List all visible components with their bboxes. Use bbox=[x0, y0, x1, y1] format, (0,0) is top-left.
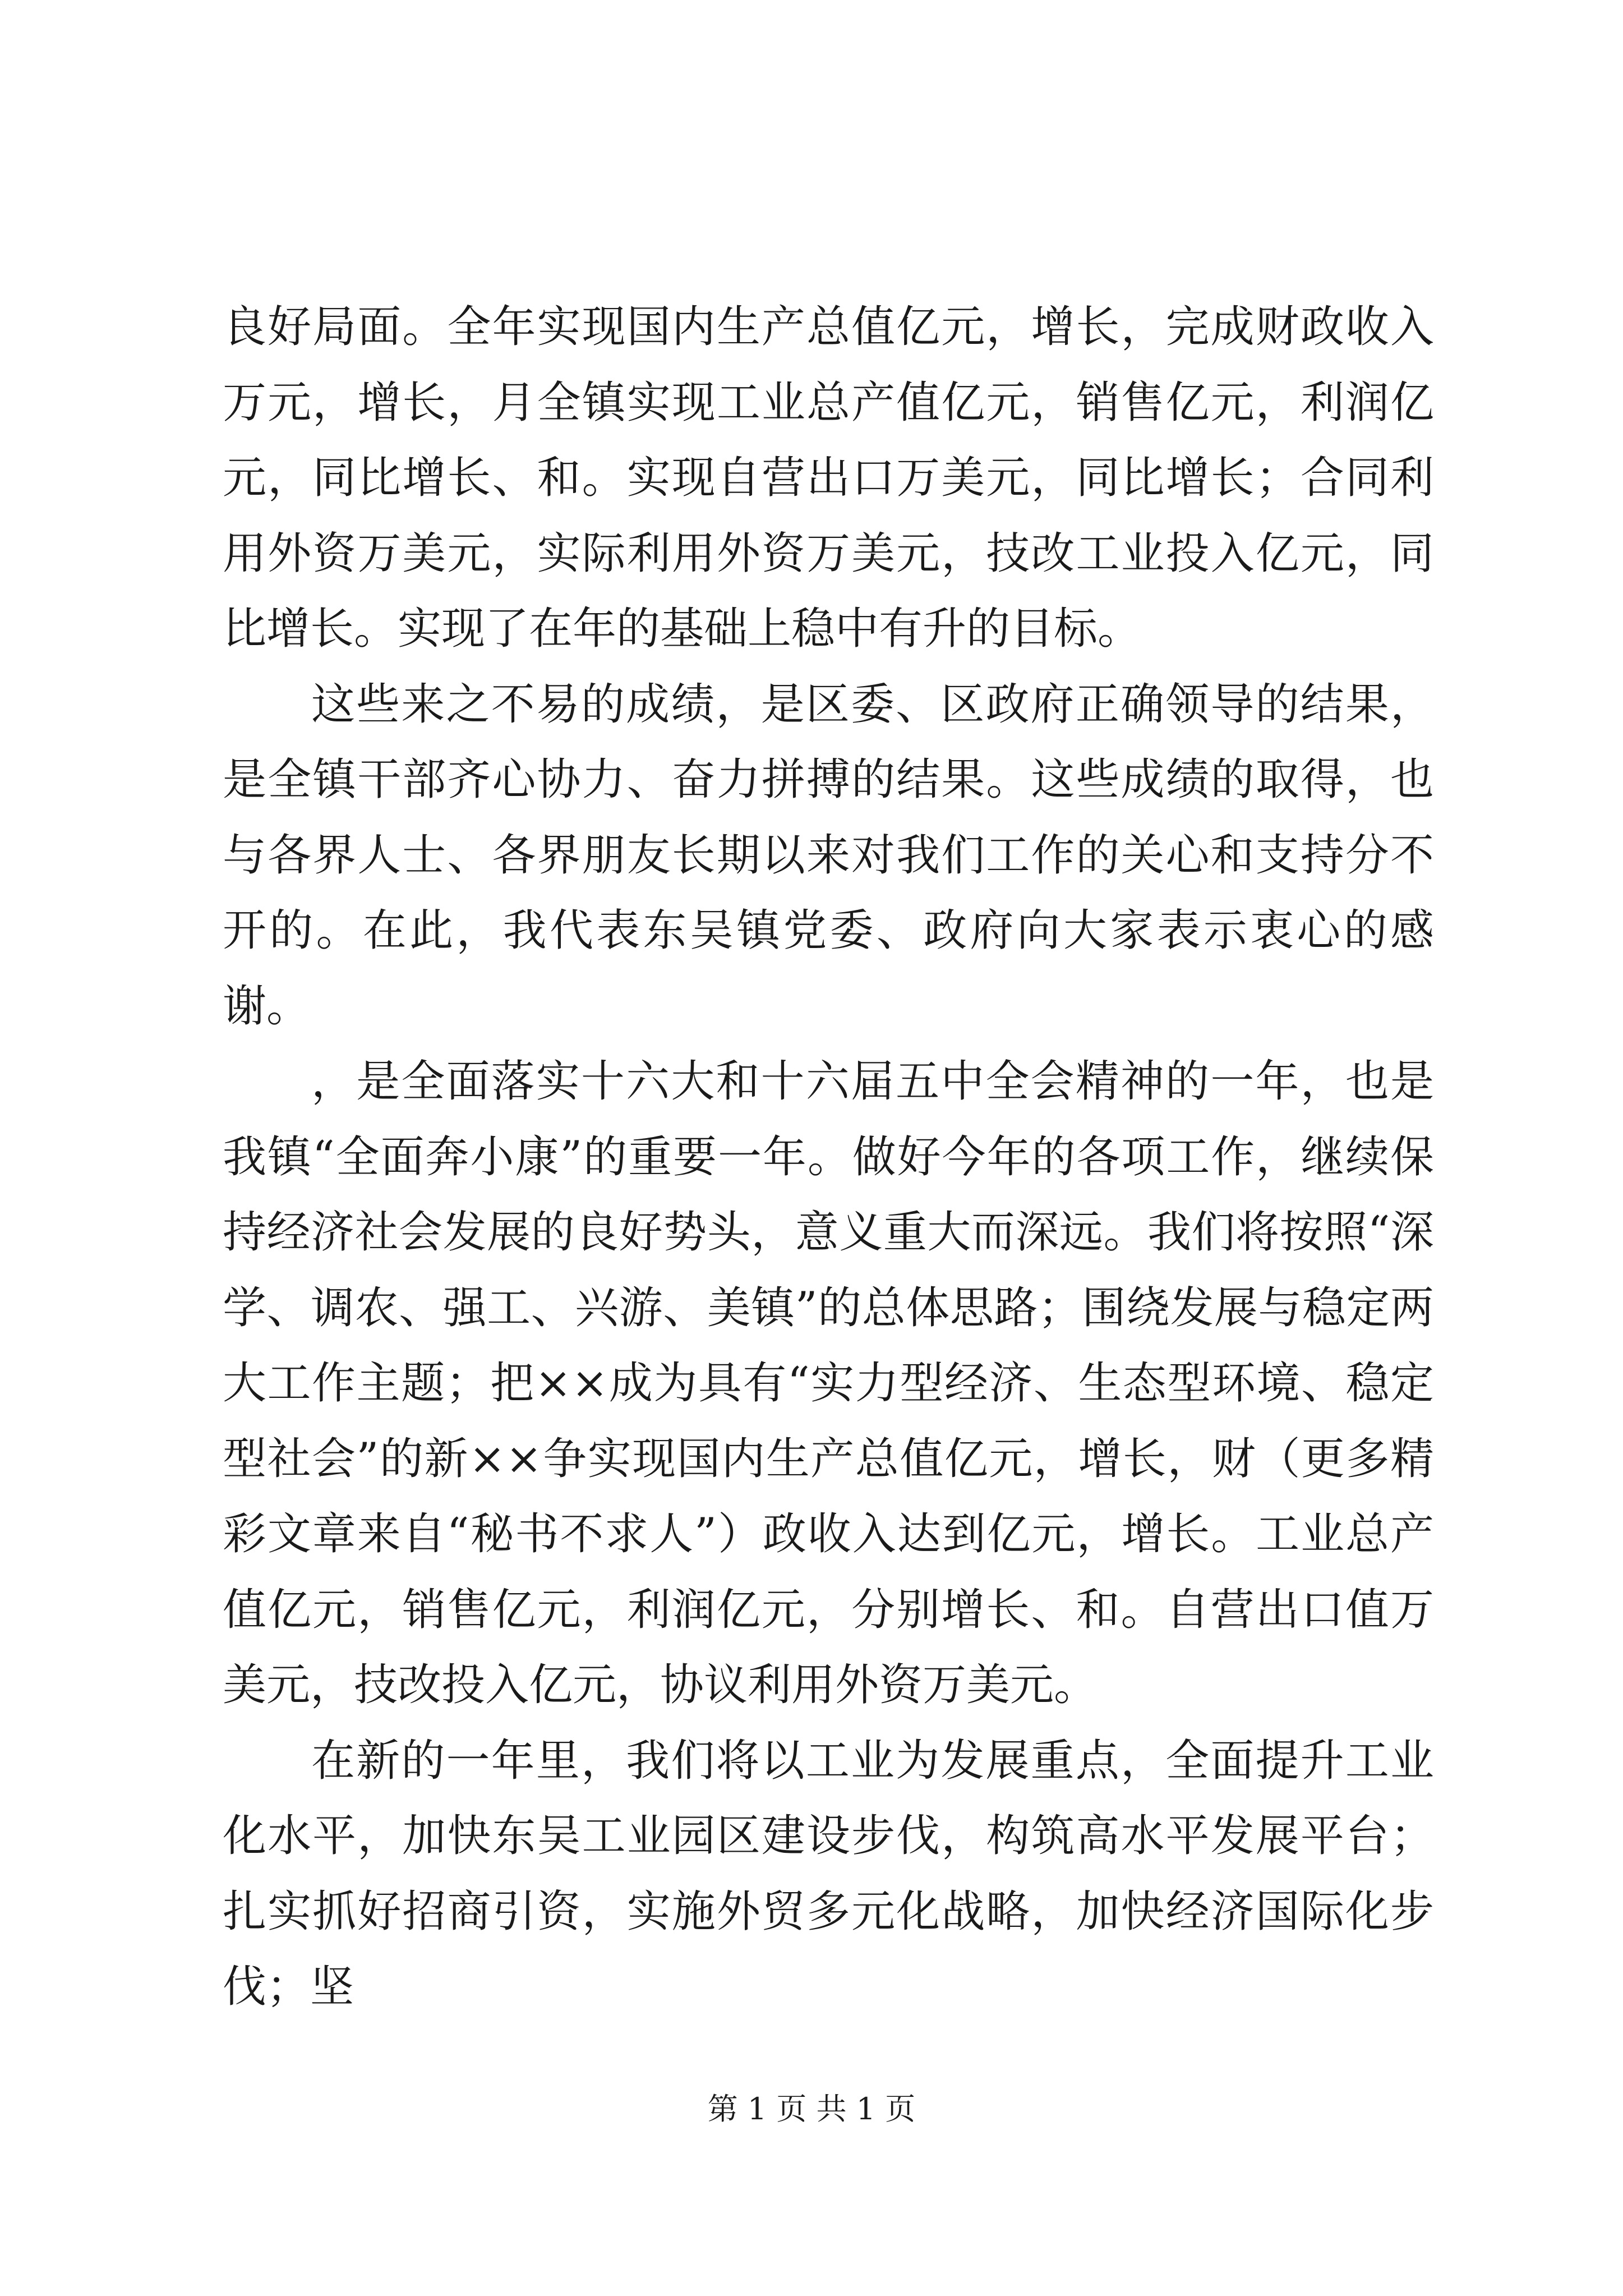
document-body bbox=[223, 289, 1434, 2025]
paragraph-2: 这些来之不易的成绩，是区委、区政府正确领导的结果，是全镇干部齐心协力、奋力拼搏的结果。这些成绩的取得，也与各界人士、各界朋友长期以来对我们工作的关心和支持分不开的。在此，我代表东吴镇党委、政府向大家表示衷心的感谢。 bbox=[223, 679, 1434, 1032]
paragraph-1: 良好局面。全年实现国内生产总值亿元，增长，完成财政收入万元，增长，月全镇实现工业总产值亿元，销售亿元，利润亿元，同比增长、和。实现自营出口万美元，同比增长；合同利用外资万美元，实际利用外资万美元，技改工业投入亿元，同比增长。实现了在年的基础上稳中有升的目标。 bbox=[223, 302, 1434, 654]
page-footer bbox=[0, 2090, 1623, 2129]
paragraph-4: 在新的一年里，我们将以工业为发展重点，全面提升工业化水平，加快东吴工业园区建设步伐，构筑高水平发展平台；扎实抓好招商引资，实施外贸多元化战略，加快经济国际化步伐；坚 bbox=[223, 1735, 1434, 2012]
page-number-label: 第 1 页 共 1 页 bbox=[707, 2091, 916, 2127]
paragraph-3: ，是全面落实十六大和十六届五中全会精神的一年，也是我镇“全面奔小康”的重要一年。做好今年的各项工作，继续保持经济社会发展的良好势头，意义重大而深远。我们将按照“深学、调农、强工、兴游、美镇”的总体思路；围绕发展与稳定两大工作主题；把××成为具有“实力型经济、生态型环境、稳定型社会”的新××争实现国内生产总值亿元，增长，财（更多精彩文章来自“秘书不求人”）政收入达到亿元，增长。工业总产值亿元，销售亿元，利润亿元，分别增长、和。自营出口值万美元，技改投入亿元，协议利用外资万美元。 bbox=[223, 1056, 1434, 1710]
